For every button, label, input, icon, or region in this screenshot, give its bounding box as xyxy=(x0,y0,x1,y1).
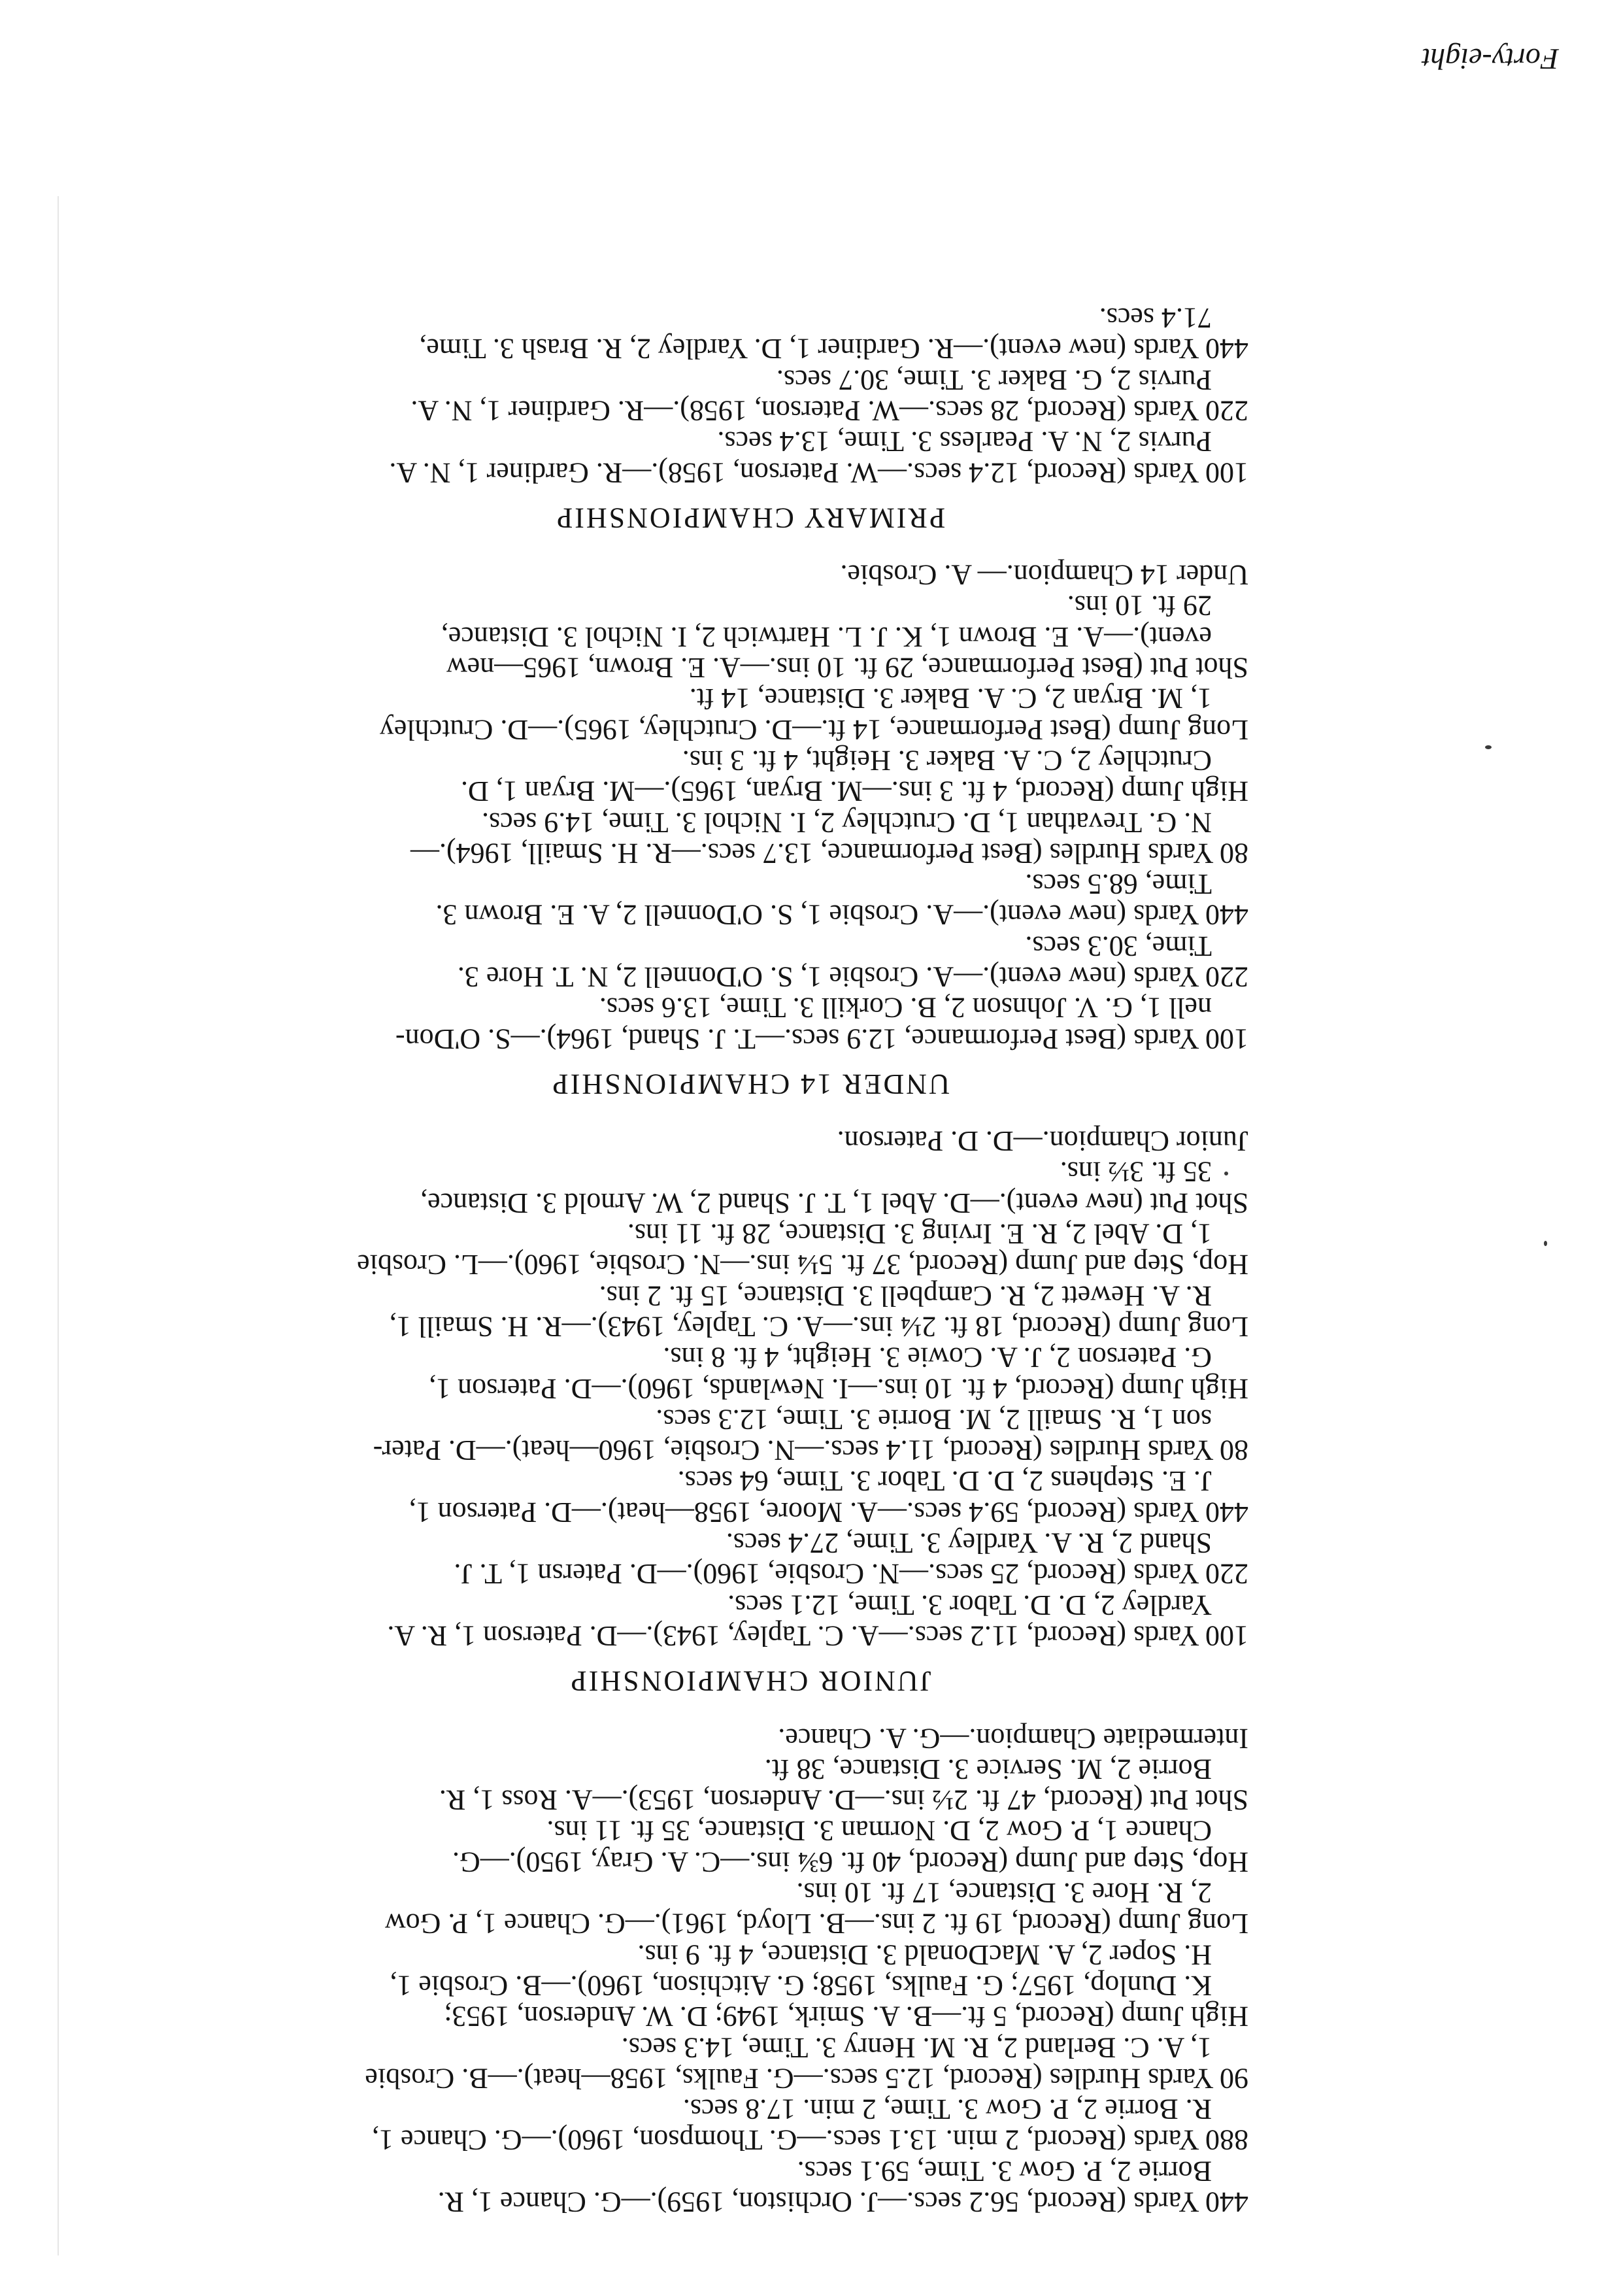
entry-line: High Jump (Record, 4 ft. 10 ins.—I. Newlands, 1960).—D. Paterson 1, xyxy=(429,1372,1248,1405)
entry-continuation-line: H. Soper 2, A. MacDonald 3. Distance, 4 ft. 9 ins. xyxy=(637,1938,1212,1971)
entry-continuation-line: J. E. Stephens 2, D. D. Tabor 3. Time, 64 secs. xyxy=(677,1465,1212,1498)
entry-continuation-line: 1, D. Abel 2, R. E. Irving 3. Distance, 28 ft. 11 ins. xyxy=(627,1218,1212,1251)
entry-line: High Jump (Record, 4 ft. 3 ins.—M. Bryan, 1965).—M. Bryan 1, D. xyxy=(460,775,1248,808)
entry-line: 440 Yards (Record, 59.4 secs.—A. Moore, 1958—heat).—D. Paterson 1, xyxy=(409,1496,1248,1528)
entry-line: Hop, Step and Jump (Record, 40 ft. 6¾ ins.—C. A. Gray, 1950).—G. xyxy=(452,1846,1248,1878)
entry-continuation-line: 1, M. Bryan 2, C. A. Baker 3. Distance, 14 ft. xyxy=(689,683,1212,715)
entry-line: 220 Yards (Record, 28 secs.—W. Paterson, 1958).—R. Gardiner 1, N. A. xyxy=(410,394,1248,427)
result-entry xyxy=(252,1466,1248,1528)
results-section xyxy=(252,1126,1248,1697)
result-entry xyxy=(252,683,1248,745)
entry-continuation-line: Borrie 2, M. Service 3. Distance, 38 ft. xyxy=(764,1753,1212,1785)
entry-continuation-line: Time, 68.5 secs. xyxy=(1025,868,1212,901)
entry-line: Shot Put (new event).—D. Abel 1, T. J. Shand 2, W. Arnold 3. Distance, xyxy=(420,1187,1248,1219)
result-entry xyxy=(252,1815,1248,1878)
entry-line: 100 Yards (Record, 12.4 secs.—W. Paterson, 1958).—R. Gardiner 1, N. A. xyxy=(389,456,1248,489)
entry-line: 90 Yards Hurdles (Record, 12.5 secs.—G. Faulks, 1958—heat).—B. Crosbie xyxy=(365,2062,1248,2095)
entry-continuation-line: Time, 30.3 secs. xyxy=(1025,930,1212,962)
entry-line: Long Jump (Record, 18 ft. 2¼ ins.—A. C. Tapley, 1943).—R. H. Smaill 1, xyxy=(389,1310,1248,1343)
entry-continuation-line: Shand 2, R. A. Yardley 3. Time, 27.4 secs. xyxy=(726,1527,1212,1560)
result-entry xyxy=(252,1754,1248,1816)
result-entry xyxy=(252,869,1248,931)
result-entry xyxy=(252,1528,1248,1590)
result-entry xyxy=(252,807,1248,869)
entry-continuation-line: K. Dunlop, 1957; G. Faulks, 1958; G. Aitchison, 1960).—B. Crosbie 1, xyxy=(390,1969,1212,2002)
entry-line: Shot Put (Best Performance, 29 ft. 10 ins.—A. E. Brown, 1965—new xyxy=(446,652,1248,684)
entry-continuation-line: Purvis 2, N. A. Pearless 3. Time, 13.4 secs. xyxy=(717,426,1212,458)
section-heading: PRIMARY CHAMPIONSHIP xyxy=(554,501,946,534)
entry-continuation-line: 29 ft. 10 ins. xyxy=(1067,590,1212,622)
result-entry xyxy=(252,1126,1248,1156)
entry-line: Intermediate Champion.—G. A. Chance. xyxy=(778,1722,1248,1755)
result-entry xyxy=(252,1723,1248,1753)
result-entry xyxy=(252,2094,1248,2156)
section-heading: UNDER 14 CHAMPIONSHIP xyxy=(550,1068,950,1100)
entry-line: 440 Yards (new event).—A. Crosbie 1, S. O'Donnell 2, A. E. Brown 3. xyxy=(435,899,1248,932)
entry-continuation-line: G. Paterson 2, J. A. Cowie 3. Height, 4 ft. 8 ins. xyxy=(663,1342,1212,1374)
entry-continuation-line: son 1, R. Smaill 2, M. Borrie 3. Time, 12.3 secs. xyxy=(656,1403,1212,1436)
result-entry xyxy=(252,426,1248,488)
result-entry xyxy=(252,1939,1248,2032)
entry-line: 80 Yards Hurdles (Best Performance, 13.7 secs.—R. H. Smaill, 1964).— xyxy=(410,837,1248,869)
entry-continuation-line: 71.4 secs. xyxy=(1099,302,1212,335)
section-heading: JUNIOR CHAMPIONSHIP xyxy=(569,1665,931,1698)
entry-line: 80 Yards Hurdles (Record, 11.4 secs.—N. Crosbie, 1960—heat).—D. Pater- xyxy=(373,1434,1248,1467)
entry-line: Long Jump (Record, 19 ft. 2 ins.—B. Lloyd, 1961).—G. Chance 1, P. Gow xyxy=(384,1908,1248,1940)
result-entry xyxy=(252,2155,1248,2218)
result-entry xyxy=(252,364,1248,426)
result-entry xyxy=(252,1404,1248,1466)
entry-line: Junior Champion.—D. D. Paterson. xyxy=(837,1125,1248,1158)
result-entry xyxy=(252,1219,1248,1281)
entry-continuation-line: 2, R. Hore 3. Distance, 17 ft. 10 ins. xyxy=(796,1877,1212,1910)
entry-line: 440 Yards (Record, 56.2 secs.—J. Orchiston, 1959).—G. Chance 1, R. xyxy=(437,2186,1248,2218)
entry-line: 220 Yards (new event).—A. Crosbie 1, S. O'Donnell 2, N. T. Hore 3. xyxy=(457,961,1248,994)
result-entry xyxy=(252,1589,1248,1651)
page-number: Forty-eight xyxy=(1422,42,1559,76)
entry-continuation-line: R. A. Hewett 2, R. Campbell 3. Distance, 15 ft. 2 ins. xyxy=(599,1279,1212,1312)
result-entry xyxy=(252,1156,1248,1219)
results-section xyxy=(252,560,1248,1100)
entry-continuation-line: Yardley 2, D. D. Tabor 3. Time, 12.1 secs. xyxy=(727,1589,1212,1621)
entry-continuation-line: Chance 1, P. Gow 2, D. Norman 3. Distance, 35 ft. 11 ins. xyxy=(546,1815,1212,1848)
result-entry xyxy=(252,2032,1248,2094)
result-entry xyxy=(252,1280,1248,1342)
entry-continuation-line: Purvis 2, G. Baker 3. Time, 30.7 secs. xyxy=(776,363,1212,396)
entry-continuation-line: 35 ft. 3½ ins. xyxy=(1060,1156,1212,1189)
entry-line: 100 Yards (Best Performance, 12.9 secs.—T. J. Shand, 1964).—S. O'Don- xyxy=(395,1022,1248,1055)
entry-continuation-line: Borrie 2, P. Gow 3. Time, 59.1 secs. xyxy=(797,2155,1212,2187)
result-entry xyxy=(252,1878,1248,1940)
entry-continuation-line: N. G. Trevathan 1, D. Crutchley 2, I. Nichol 3. Time, 14.9 secs. xyxy=(481,806,1212,839)
results-section xyxy=(252,303,1248,533)
entry-continuation-line: R. Borrie 2, P. Gow 3. Time, 2 min. 17.8 secs. xyxy=(682,2093,1212,2126)
entry-line: High Jump (Record, 5 ft.—B. A. Smirk, 1949; D. W. Anderson, 1953; xyxy=(444,2001,1248,2033)
entry-line: Under 14 Champion.— A. Crosbie. xyxy=(840,559,1248,592)
result-entry xyxy=(252,992,1248,1055)
entry-continuation-line: 1, A. C. Berland 2, R. M. Henry 3. Time, 14.3 secs. xyxy=(621,2031,1212,2064)
result-entry xyxy=(252,560,1248,590)
entry-continuation-line: Crutchley 2, C. A. Baker 3. Height, 4 ft. 3 ins. xyxy=(682,744,1212,777)
result-entry xyxy=(252,1342,1248,1404)
entry-line: 100 Yards (Record, 11.2 secs.—A. C. Tapley, 1943).—D. Paterson 1, R. A. xyxy=(387,1619,1248,1652)
result-entry xyxy=(252,745,1248,807)
results-section xyxy=(252,1723,1248,2218)
entry-line: 220 Yards (Record, 25 secs.—N. Crosbie, 1960).—D. Patersn 1, T. J. xyxy=(454,1558,1248,1591)
entry-line: Shot Put (Record, 47 ft. 2½ ins.—D. Anderson, 1953).—A. Ross 1, R. xyxy=(439,1784,1248,1817)
result-entry xyxy=(252,590,1248,683)
entry-line: 440 Yards (new event).—R. Gardiner 1, D. Yardley 2, R. Brash 3. Time, xyxy=(419,333,1248,365)
result-entry xyxy=(252,303,1248,365)
entry-continuation-line: event).—A. E. Brown 1, K. J. L. Hartwich 2, I. Nichol 3. Distance, xyxy=(441,620,1212,653)
championship-results xyxy=(252,303,1248,2218)
entry-line: Hop, Step and Jump (Record, 37 ft. 5¼ ins.—N. Crosbie, 1960).—L. Crosbie xyxy=(357,1249,1248,1281)
entry-line: 880 Yards (Record, 2 min. 13.1 secs.—G. Thompson, 1960).—G. Chance 1, xyxy=(371,2124,1248,2157)
entry-line: Long Jump (Best Performance, 14 ft.—D. Crutchley, 1965).—D. Crutchley xyxy=(379,713,1248,746)
result-entry xyxy=(252,930,1248,992)
entry-continuation-line: nell 1, G. V. Johnson 2, B. Corkill 3. Time, 13.6 secs. xyxy=(599,992,1212,1024)
